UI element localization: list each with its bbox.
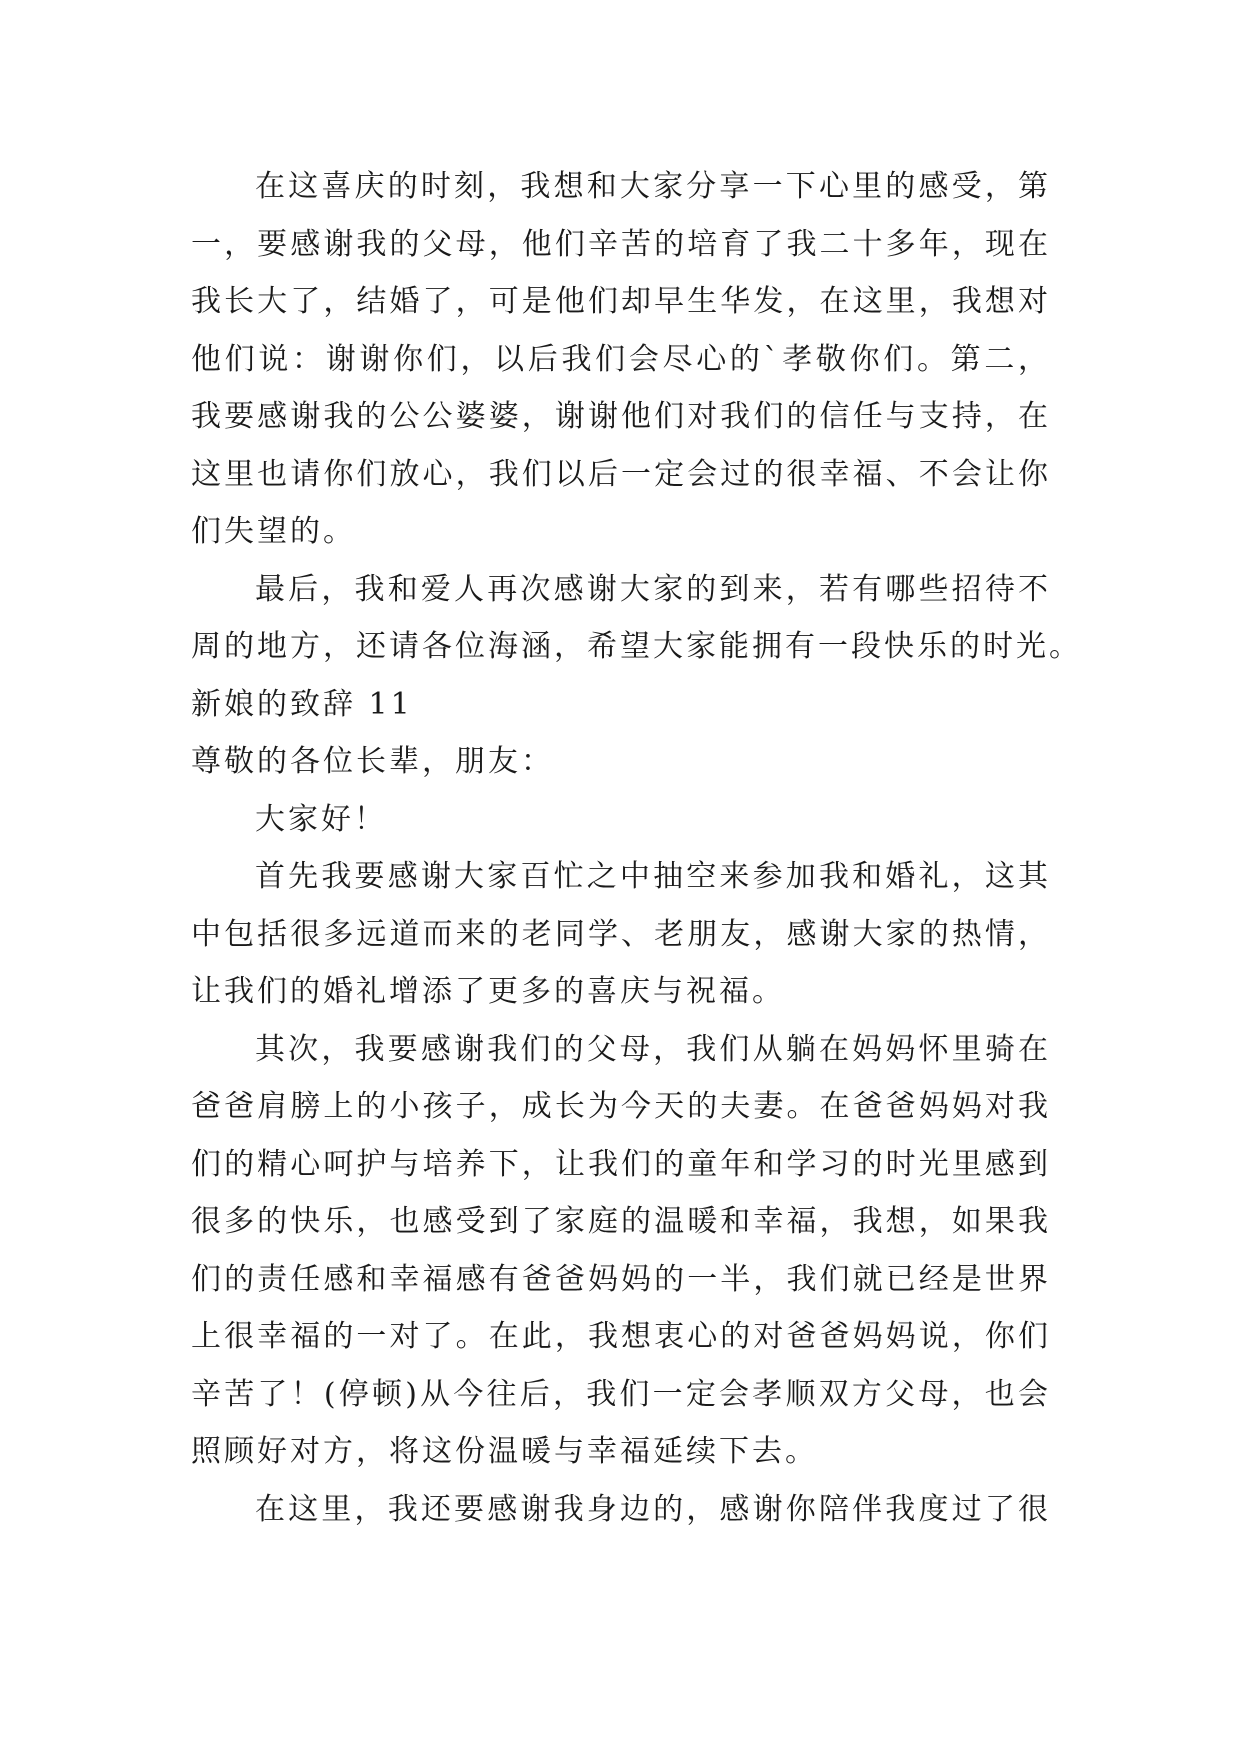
text-line: 们失望的。 bbox=[191, 514, 356, 549]
text-line: 爸爸肩膀上的小孩子，成长为今天的夫妻。在爸爸妈妈对我 bbox=[191, 1089, 1051, 1124]
text-line: 很多的快乐，也感受到了家庭的温暖和幸福，我想，如果我 bbox=[191, 1204, 1051, 1239]
paragraph bbox=[191, 561, 1082, 676]
text-line: 首先我要感谢大家百忙之中抽空来参加我和婚礼，这其 bbox=[255, 859, 1051, 894]
paragraph bbox=[191, 848, 1051, 1021]
text-line: 在这里，我还要感谢我身边的，感谢你陪伴我度过了很 bbox=[255, 1491, 1051, 1527]
document-body bbox=[191, 158, 1082, 1538]
paragraph bbox=[191, 158, 1051, 561]
paragraph bbox=[191, 733, 1051, 791]
paragraph bbox=[191, 676, 1051, 734]
text-line: 让我们的婚礼增添了更多的喜庆与祝福。 bbox=[191, 974, 785, 1009]
text-line: 尊敬的各位长辈，朋友： bbox=[191, 744, 554, 779]
text-line: 照顾好对方，将这份温暖与幸福延续下去。 bbox=[191, 1434, 818, 1469]
text-line: 一，要感谢我的父母，他们辛苦的培育了我二十多年，现在 bbox=[191, 226, 1051, 262]
paragraph bbox=[191, 791, 1051, 849]
paragraph bbox=[191, 1481, 1051, 1539]
text-line: 在这喜庆的时刻，我想和大家分享一下心里的感受，第 bbox=[255, 169, 1051, 204]
text-line: 我要感谢我的公公婆婆，谢谢他们对我们的信任与支持，在 bbox=[191, 399, 1051, 434]
text-line: 上很幸福的一对了。在此，我想衷心的对爸爸妈妈说，你们 bbox=[191, 1319, 1051, 1354]
text-line: 辛苦了！(停顿)从今往后，我们一定会孝顺双方父母，也会 bbox=[191, 1376, 1051, 1412]
text-line: 新娘的致辞 11 bbox=[191, 686, 413, 722]
text-line: 大家好！ bbox=[255, 801, 387, 837]
paragraph bbox=[191, 1021, 1051, 1481]
text-line: 这里也请你们放心，我们以后一定会过的很幸福、不会让你 bbox=[191, 456, 1051, 492]
text-line: 他们说：谢谢你们，以后我们会尽心的`孝敬你们。第二， bbox=[191, 341, 1051, 377]
text-line: 最后，我和爱人再次感谢大家的到来，若有哪些招待不 bbox=[255, 571, 1051, 607]
text-line: 中包括很多远道而来的老同学、老朋友，感谢大家的热情， bbox=[191, 916, 1051, 952]
text-line: 我长大了，结婚了，可是他们却早生华发，在这里，我想对 bbox=[191, 284, 1051, 319]
text-line: 周的地方，还请各位海涵，希望大家能拥有一段快乐的时光。 bbox=[191, 629, 1082, 664]
text-line: 们的精心呵护与培养下，让我们的童年和学习的时光里感到 bbox=[191, 1146, 1051, 1182]
text-line: 们的责任感和幸福感有爸爸妈妈的一半，我们就已经是世界 bbox=[191, 1261, 1051, 1297]
text-line: 其次，我要感谢我们的父母，我们从躺在妈妈怀里骑在 bbox=[255, 1031, 1051, 1067]
